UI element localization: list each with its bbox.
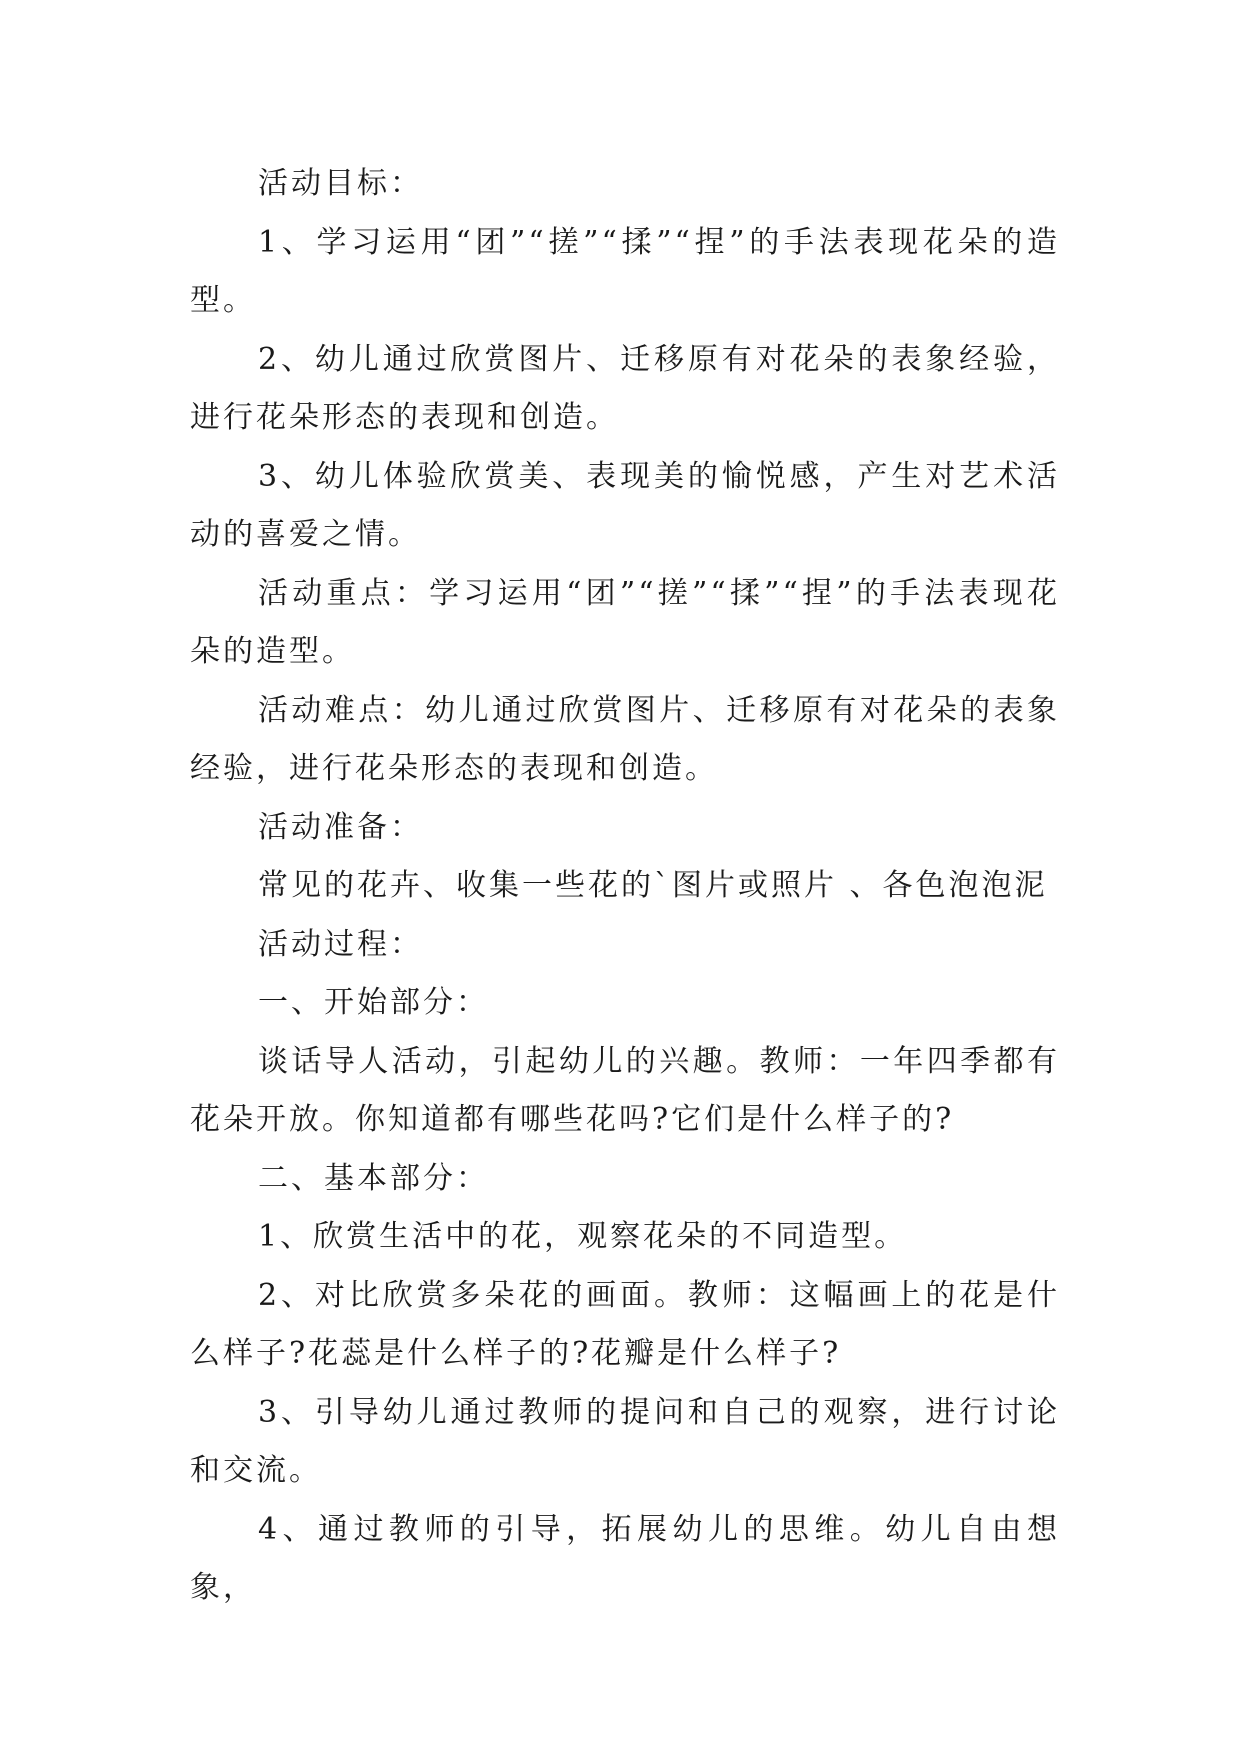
basic-step-1: 1、欣赏生活中的花，观察花朵的不同造型。 (258, 1219, 908, 1254)
heading-activity-process: 活动过程： (258, 926, 423, 962)
opening-conversation: 谈话导人活动，引起幼儿的兴趣。教师：一年四季都有花朵开放。你知道都有哪些花吗?它们是什么样子的? (190, 1043, 1060, 1137)
heading-activity-goals: 活动目标： (258, 166, 423, 201)
basic-step-2: 2、对比欣赏多朵花的画面。教师：这幅画上的花是什么样子?花蕊是什么样子的?花瓣是什么样子? (190, 1277, 1060, 1371)
goal-item-2: 2、幼儿通过欣赏图片、迁移原有对花朵的表象经验，进行花朵形态的表现和创造。 (190, 341, 1060, 435)
basic-step-4: 4、通过教师的引导，拓展幼儿的思维。幼儿自由想象， (190, 1511, 1060, 1605)
section-opening: 一、开始部分： (258, 985, 489, 1020)
heading-activity-preparation: 活动准备： (258, 809, 423, 845)
goal-item-1: 1、学习运用“团”“搓”“揉”“捏”的手法表现花朵的造型。 (190, 224, 1060, 318)
goal-item-3: 3、幼儿体验欣赏美、表现美的愉悦感，产生对艺术活动的喜爱之情。 (190, 458, 1060, 552)
preparation-materials: 常见的花卉、收集一些花的`图片或照片 、各色泡泡泥 (258, 868, 1048, 903)
section-basic: 二、基本部分： (258, 1160, 489, 1196)
basic-step-3: 3、引导幼儿通过教师的提问和自己的观察，进行讨论和交流。 (190, 1394, 1060, 1488)
activity-difficulty: 活动难点：幼儿通过欣赏图片、迁移原有对花朵的表象经验，进行花朵形态的表现和创造。 (190, 692, 1060, 786)
activity-key-point: 活动重点：学习运用“团”“搓”“揉”“捏”的手法表现花朵的造型。 (190, 575, 1060, 669)
document-body (190, 155, 1060, 1618)
